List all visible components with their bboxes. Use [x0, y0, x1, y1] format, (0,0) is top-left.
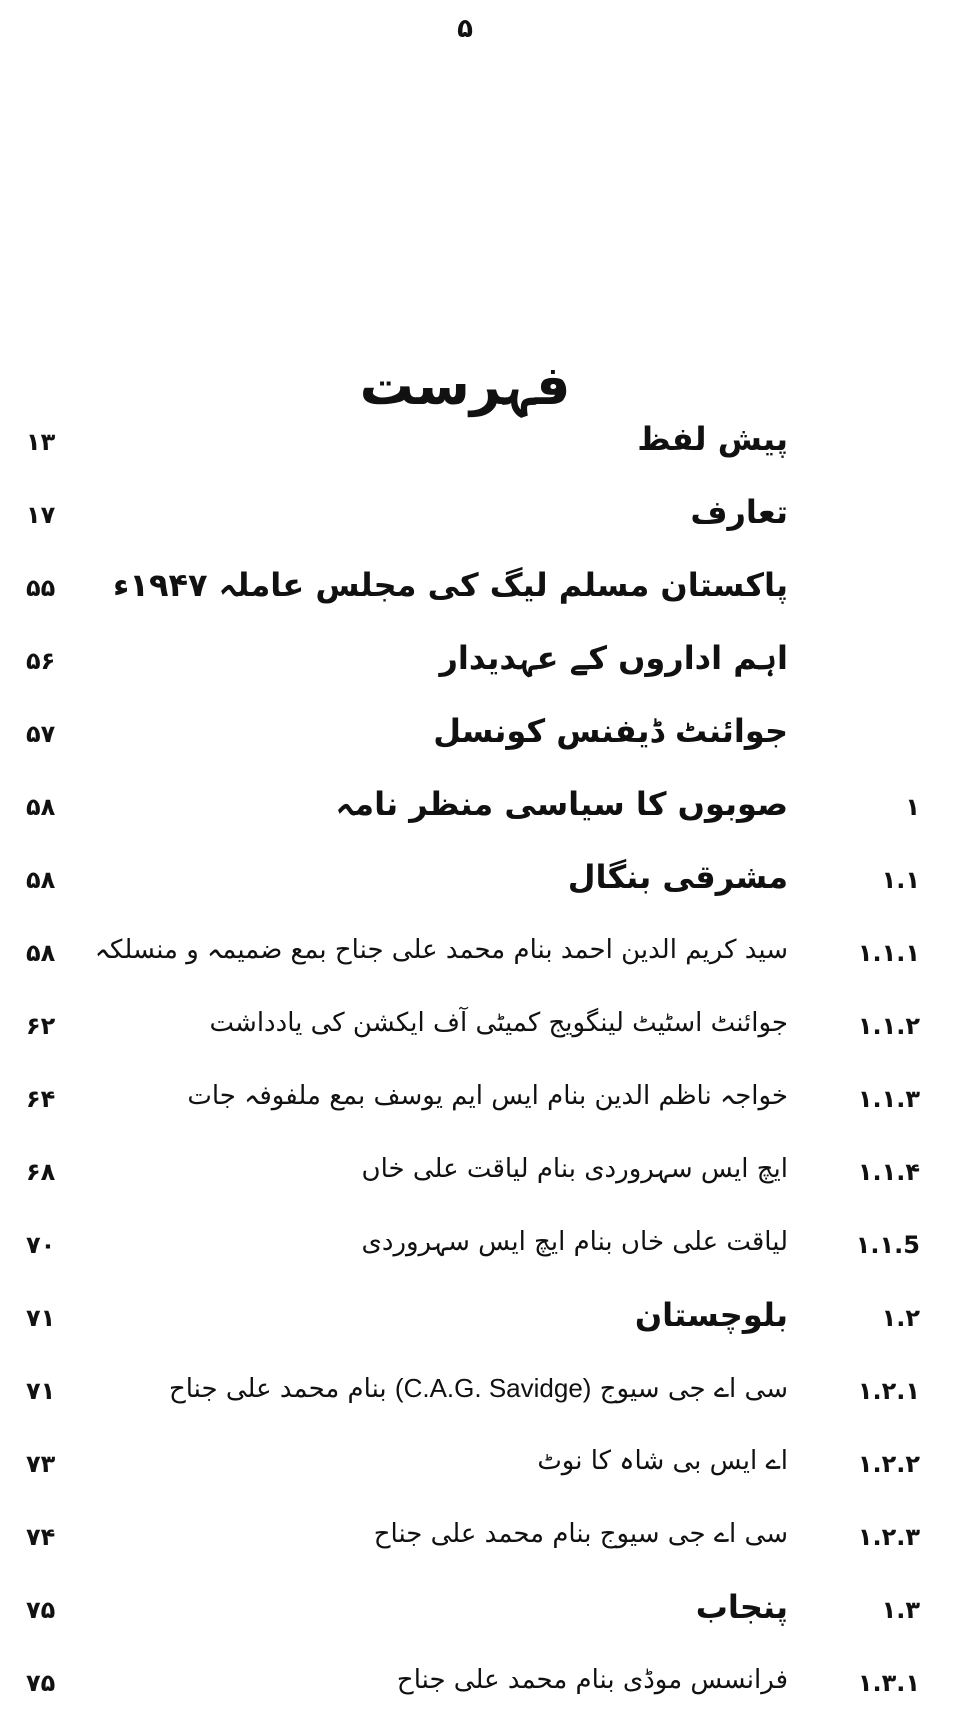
toc-entry-latin-name: (C.A.G. Savidge): [394, 1373, 592, 1403]
toc-entry-number: ۱.۱.۲: [857, 1012, 920, 1040]
toc-entry-page: ۷۱: [26, 1304, 56, 1332]
toc-entry-title: سید کریم الدین احمد بنام محمد علی جناح بمع ضمیمہ و منسلکہ: [94, 935, 788, 965]
toc-entry-title: بلوچستان: [634, 1296, 788, 1334]
toc-entry: [0, 1004, 968, 1077]
toc-entry: [0, 712, 968, 785]
toc-entry-title: سی اے جی سیوج بنام محمد علی جناح: [373, 1519, 788, 1549]
page-title: فہرست: [359, 354, 571, 418]
toc-entry-page: ۱۷: [26, 501, 56, 529]
toc-entry: [0, 566, 968, 639]
toc-entry-title: جوائنٹ اسٹیٹ لینگویج کمیٹی آف ایکشن کی یادداشت: [209, 1008, 788, 1038]
toc-entry-page: ۵۵: [26, 574, 56, 602]
toc-entry: [0, 420, 968, 493]
toc-entry: [0, 1150, 968, 1223]
toc-entry-page: ۷۰: [26, 1231, 56, 1259]
toc-entry-page: ۷۵: [26, 1669, 56, 1697]
toc-entry-page: ۵۶: [26, 647, 56, 675]
toc-entry: [0, 858, 968, 931]
toc-entry: [0, 1223, 968, 1296]
toc-entry-title: لیاقت علی خاں بنام ایچ ایس سہروردی: [361, 1227, 788, 1257]
toc-entry: [0, 1515, 968, 1588]
table-of-contents: [0, 420, 968, 1734]
toc-entry-title: صوبوں کا سیاسی منظر نامہ: [335, 785, 788, 823]
toc-entry-page: ۶۸: [26, 1158, 56, 1186]
toc-entry-number: ۱.۲.۳: [857, 1523, 920, 1551]
toc-entry-page: ۶۲: [26, 1012, 56, 1040]
toc-entry: [0, 785, 968, 858]
toc-entry-number: ۱.۱.۱: [857, 939, 920, 967]
toc-entry: [0, 1369, 968, 1442]
toc-entry-title: فرانسس موڈی بنام محمد علی جناح: [396, 1665, 788, 1695]
toc-entry-title: جوائنٹ ڈیفنس کونسل: [433, 712, 788, 750]
toc-entry-title: اے ایس بی شاہ کا نوٹ: [537, 1446, 788, 1476]
toc-entry-number: ۱.۲: [881, 1304, 920, 1332]
toc-entry-page: ۶۴: [26, 1085, 56, 1113]
toc-entry-number: ۱.۱.۳: [857, 1085, 920, 1113]
toc-entry-page: ۷۳: [26, 1450, 56, 1478]
toc-entry-title: تعارف: [690, 493, 788, 531]
toc-entry-number: ۱.۱.5: [855, 1231, 920, 1259]
toc-entry: [0, 931, 968, 1004]
toc-entry: [0, 1442, 968, 1515]
toc-entry-page: ۵۸: [26, 866, 56, 894]
toc-entry-page: ۵۷: [26, 720, 56, 748]
toc-entry-title: پیش لفظ: [637, 420, 788, 458]
toc-entry-page: ۷۴: [26, 1523, 56, 1551]
toc-entry-page: ۷۱: [26, 1377, 56, 1405]
toc-entry-number: ۱.۲.۲: [857, 1450, 920, 1478]
toc-entry-title: خواجہ ناظم الدین بنام ایس ایم یوسف بمع ملفوفہ جات: [187, 1081, 788, 1111]
toc-entry: [0, 1588, 968, 1661]
toc-entry-title: پاکستان مسلم لیگ کی مجلس عاملہ ۱۹۴۷ء: [113, 566, 788, 604]
toc-entry-page: ۷۵: [26, 1596, 56, 1624]
toc-entry-title: مشرقی بنگال: [567, 858, 788, 896]
page-number: ۵: [457, 14, 473, 44]
toc-entry-title-part: بنام محمد علی جناح: [168, 1374, 387, 1404]
toc-entry-page: ۵۸: [26, 939, 56, 967]
toc-entry: [0, 639, 968, 712]
toc-entry-number: ۱: [905, 793, 920, 821]
toc-entry-title: اہم اداروں کے عہدیدار: [439, 639, 788, 677]
toc-entry-title: ایچ ایس سہروردی بنام لیاقت علی خاں: [361, 1154, 788, 1184]
toc-entry: [0, 1077, 968, 1150]
toc-entry-page: ۱۳: [26, 428, 56, 456]
toc-entry-page: ۵۸: [26, 793, 56, 821]
toc-entry-title: [169, 1373, 788, 1404]
toc-entry-title: پنجاب: [695, 1588, 788, 1626]
toc-entry-number: ۱.۲.۱: [857, 1377, 920, 1405]
toc-entry-number: ۱.۳.۱: [857, 1669, 920, 1697]
toc-entry: [0, 1661, 968, 1734]
toc-entry-number: ۱.۱.۴: [857, 1158, 920, 1186]
toc-entry-number: ۱.۱: [881, 866, 920, 894]
toc-entry: [0, 493, 968, 566]
toc-entry-number: ۱.۳: [881, 1596, 920, 1624]
toc-entry: [0, 1296, 968, 1369]
toc-entry-title-part: سی اے جی سیوج: [599, 1374, 788, 1404]
